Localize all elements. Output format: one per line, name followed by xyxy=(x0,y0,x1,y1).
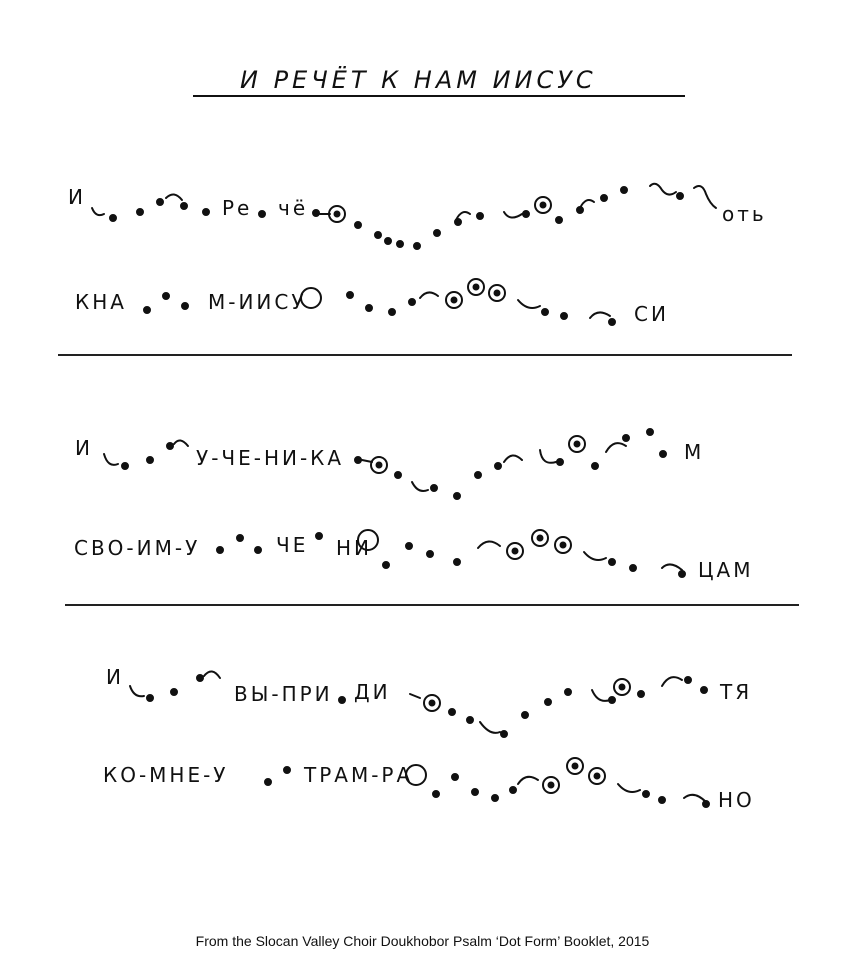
stanza-3-line-1-syllable-3: ДИ xyxy=(354,680,391,704)
source-caption: From the Slocan Valley Choir Doukhobor Psalm ‘Dot Form’ Booklet, 2015 xyxy=(195,933,650,949)
stanza-2-line-2-syllable-3: НИ xyxy=(336,536,372,560)
stanza-1-line-2-syllable-3: СИ xyxy=(634,302,669,326)
stanza-1-line-2-syllable-2: М-ИИСУ xyxy=(208,290,307,314)
melody-line-stanza-3-line-1 xyxy=(130,671,707,737)
stanza-1-line-1-syllable-4: оть xyxy=(722,202,767,226)
stanza-3-line-2-syllable-3: НО xyxy=(718,788,755,812)
melody-line-stanza-2-line-2 xyxy=(217,530,685,577)
melody-line-stanza-3-line-2 xyxy=(265,758,709,807)
stanza-3-line-1-syllable-1: И xyxy=(106,665,124,689)
melody-line-stanza-1-line-1 xyxy=(92,184,716,249)
stanza-1-line-1-syllable-3: чё xyxy=(278,196,309,220)
stanza-2-line-2-syllable-1: СВО-ИМ-У xyxy=(74,536,201,560)
stanza-1-line-1-syllable-2: Ре xyxy=(222,196,253,220)
stanza-3-line-2-syllable-1: КО-МНЕ-У xyxy=(103,763,229,787)
stanza-2-line-1-syllable-1: И xyxy=(75,436,93,460)
stanza-2-line-1-syllable-2: У-ЧЕ-НИ-КА xyxy=(196,446,345,470)
stanza-3-line-2-syllable-2: ТРАМ-РА xyxy=(304,763,414,787)
melody-line-stanza-1-line-2 xyxy=(144,279,615,325)
stanza-2-line-1-syllable-3: М xyxy=(684,440,705,464)
melody-line-stanza-2-line-1 xyxy=(104,429,666,499)
stanza-3-line-1-syllable-4: ТЯ xyxy=(720,680,753,704)
stanza-3-line-1-syllable-2: ВЫ-ПРИ xyxy=(234,682,333,706)
page-title: И РЕЧЁТ К НАМ ИИСУС xyxy=(240,66,597,94)
stanza-2-line-2-syllable-4: ЦАМ xyxy=(698,558,754,582)
stanza-2-line-2-syllable-2: ЧЕ xyxy=(276,533,309,557)
stanza-1-line-2-syllable-1: КНА xyxy=(75,290,127,314)
stanza-1-line-1-syllable-1: И xyxy=(68,185,86,209)
